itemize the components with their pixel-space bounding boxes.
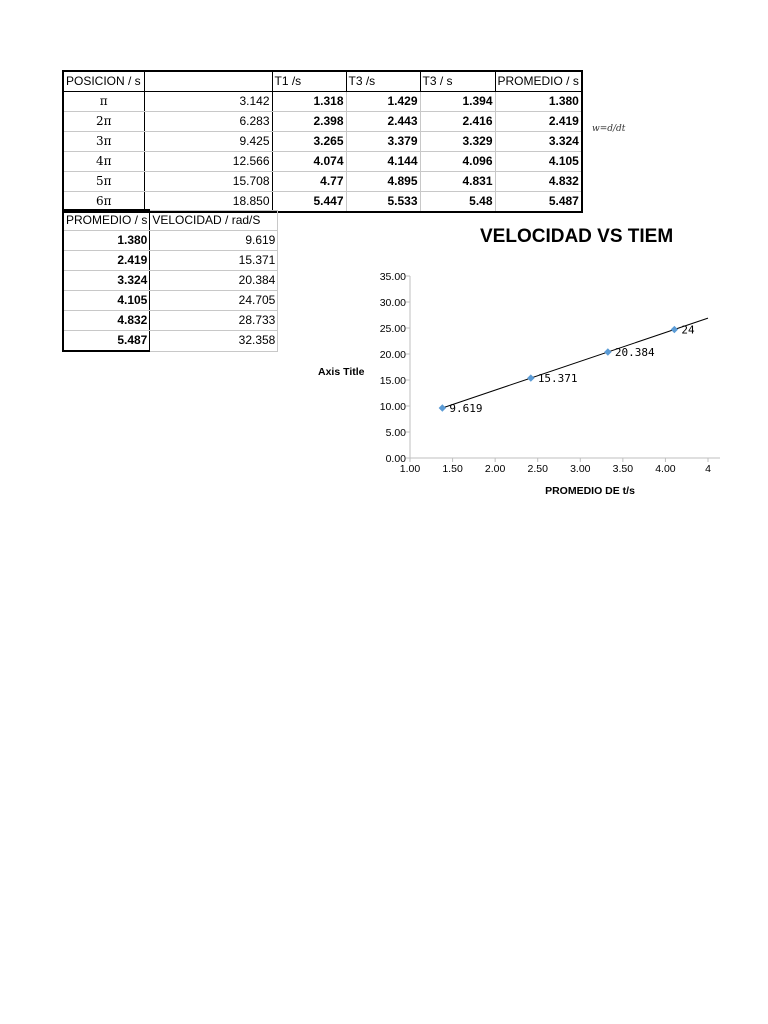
header-t1[interactable]: T1 /s [272,71,346,92]
velocidad-cell[interactable]: 28.733 [150,311,278,331]
radians-cell[interactable]: 15.708 [144,172,272,192]
promedio-cell[interactable]: 4.105 [495,152,582,172]
t1-cell[interactable]: 2.398 [272,112,346,132]
promedio-cell[interactable]: 2.419 [63,251,150,271]
data-point [528,375,534,381]
chart-plot [300,222,711,504]
t1-cell[interactable]: 4.77 [272,172,346,192]
x-tick-label: 3.00 [570,463,591,475]
trendline [442,318,708,408]
t1-cell[interactable]: 1.318 [272,92,346,112]
header-velocidad[interactable]: VELOCIDAD / rad/S [150,210,278,231]
velocidad-cell[interactable]: 32.358 [150,331,278,352]
y-tick-label: 30.00 [379,297,406,309]
table-row [63,231,278,251]
x-tick-label: 1.50 [442,463,463,475]
radians-cell[interactable]: 6.283 [144,112,272,132]
radians-cell[interactable]: 18.850 [144,192,272,213]
x-axis-title: PROMEDIO DE t/s [545,485,635,497]
header-t2[interactable]: T3 /s [346,71,420,92]
position-cell[interactable]: 3π [63,132,144,152]
velocity-table [62,209,278,352]
table-row [63,132,582,152]
y-tick-label: 25.00 [379,323,406,335]
position-time-table [62,70,583,213]
data-label: 20.384 [614,346,655,360]
t3-cell[interactable]: 3.329 [420,132,495,152]
velocidad-cell[interactable]: 15.371 [150,251,278,271]
t2-cell[interactable]: 4.895 [346,172,420,192]
header-posicion[interactable]: POSICION / s [63,71,144,92]
header-promedio[interactable]: PROMEDIO / s [495,71,582,92]
t3-cell[interactable]: 4.831 [420,172,495,192]
position-cell[interactable]: 4π [63,152,144,172]
promedio-cell[interactable]: 2.419 [495,112,582,132]
y-tick-label: 0.00 [385,453,406,465]
position-cell[interactable]: 5π [63,172,144,192]
radians-cell[interactable]: 3.142 [144,92,272,112]
x-tick-label: 4.00 [655,463,676,475]
promedio-cell[interactable]: 1.380 [495,92,582,112]
table-row [63,331,278,352]
position-cell[interactable]: π [63,92,144,112]
data-label: 15.371 [537,372,578,386]
header-blank[interactable] [144,71,272,92]
t3-cell[interactable]: 1.394 [420,92,495,112]
promedio-cell[interactable]: 1.380 [63,231,150,251]
t2-cell[interactable]: 2.443 [346,112,420,132]
promedio-cell[interactable]: 3.324 [495,132,582,152]
data-point [439,405,445,411]
t3-cell[interactable]: 2.416 [420,112,495,132]
t2-cell[interactable]: 1.429 [346,92,420,112]
data-point [605,349,611,355]
data-point [671,327,677,333]
t1-cell[interactable]: 4.074 [272,152,346,172]
table-row [63,112,582,132]
data-label: 9.619 [449,401,483,415]
t1-cell[interactable]: 3.265 [272,132,346,152]
table-row [63,311,278,331]
velocidad-cell[interactable]: 9.619 [150,231,278,251]
table-row [63,251,278,271]
t3-cell[interactable]: 5.48 [420,192,495,213]
table-row [63,172,582,192]
table-row [63,152,582,172]
position-cell[interactable]: 6π [63,192,144,213]
table-row [63,271,278,291]
header-promedio-2[interactable]: PROMEDIO / s [63,210,150,231]
x-tick-label: 1.00 [399,463,421,475]
promedio-cell[interactable]: 4.105 [63,291,150,311]
position-cell[interactable]: 2π [63,112,144,132]
x-tick-label: 2.50 [527,463,548,475]
table-row [63,92,582,112]
y-tick-label: 5.00 [385,427,406,439]
x-tick-label: 4 [705,463,711,475]
chart-title: VELOCIDAD VS TIEM [480,226,674,247]
t1-cell[interactable]: 5.447 [272,192,346,213]
velocidad-cell[interactable]: 24.705 [150,291,278,311]
velocidad-cell[interactable]: 20.384 [150,271,278,291]
t2-cell[interactable]: 5.533 [346,192,420,213]
y-tick-label: 10.00 [379,401,406,413]
y-axis-title: Axis Title [318,366,365,378]
promedio-cell[interactable]: 5.487 [63,331,150,352]
radians-cell[interactable]: 12.566 [144,152,272,172]
y-tick-label: 35.00 [379,271,406,283]
promedio-cell[interactable]: 4.832 [495,172,582,192]
y-tick-label: 20.00 [379,349,406,361]
velocity-vs-time-chart[interactable] [300,222,711,504]
promedio-cell[interactable]: 3.324 [63,271,150,291]
t2-cell[interactable]: 3.379 [346,132,420,152]
x-tick-label: 2.00 [484,463,506,475]
data-label: 24 [681,323,695,337]
angular-velocity-formula: w=d/dt [592,124,626,134]
radians-cell[interactable]: 9.425 [144,132,272,152]
y-tick-label: 15.00 [379,375,406,387]
t3-cell[interactable]: 4.096 [420,152,495,172]
t2-cell[interactable]: 4.144 [346,152,420,172]
promedio-cell[interactable]: 4.832 [63,311,150,331]
promedio-cell[interactable]: 5.487 [495,192,582,213]
x-tick-label: 3.50 [612,463,634,475]
table-row [63,291,278,311]
header-t3[interactable]: T3 / s [420,71,495,92]
